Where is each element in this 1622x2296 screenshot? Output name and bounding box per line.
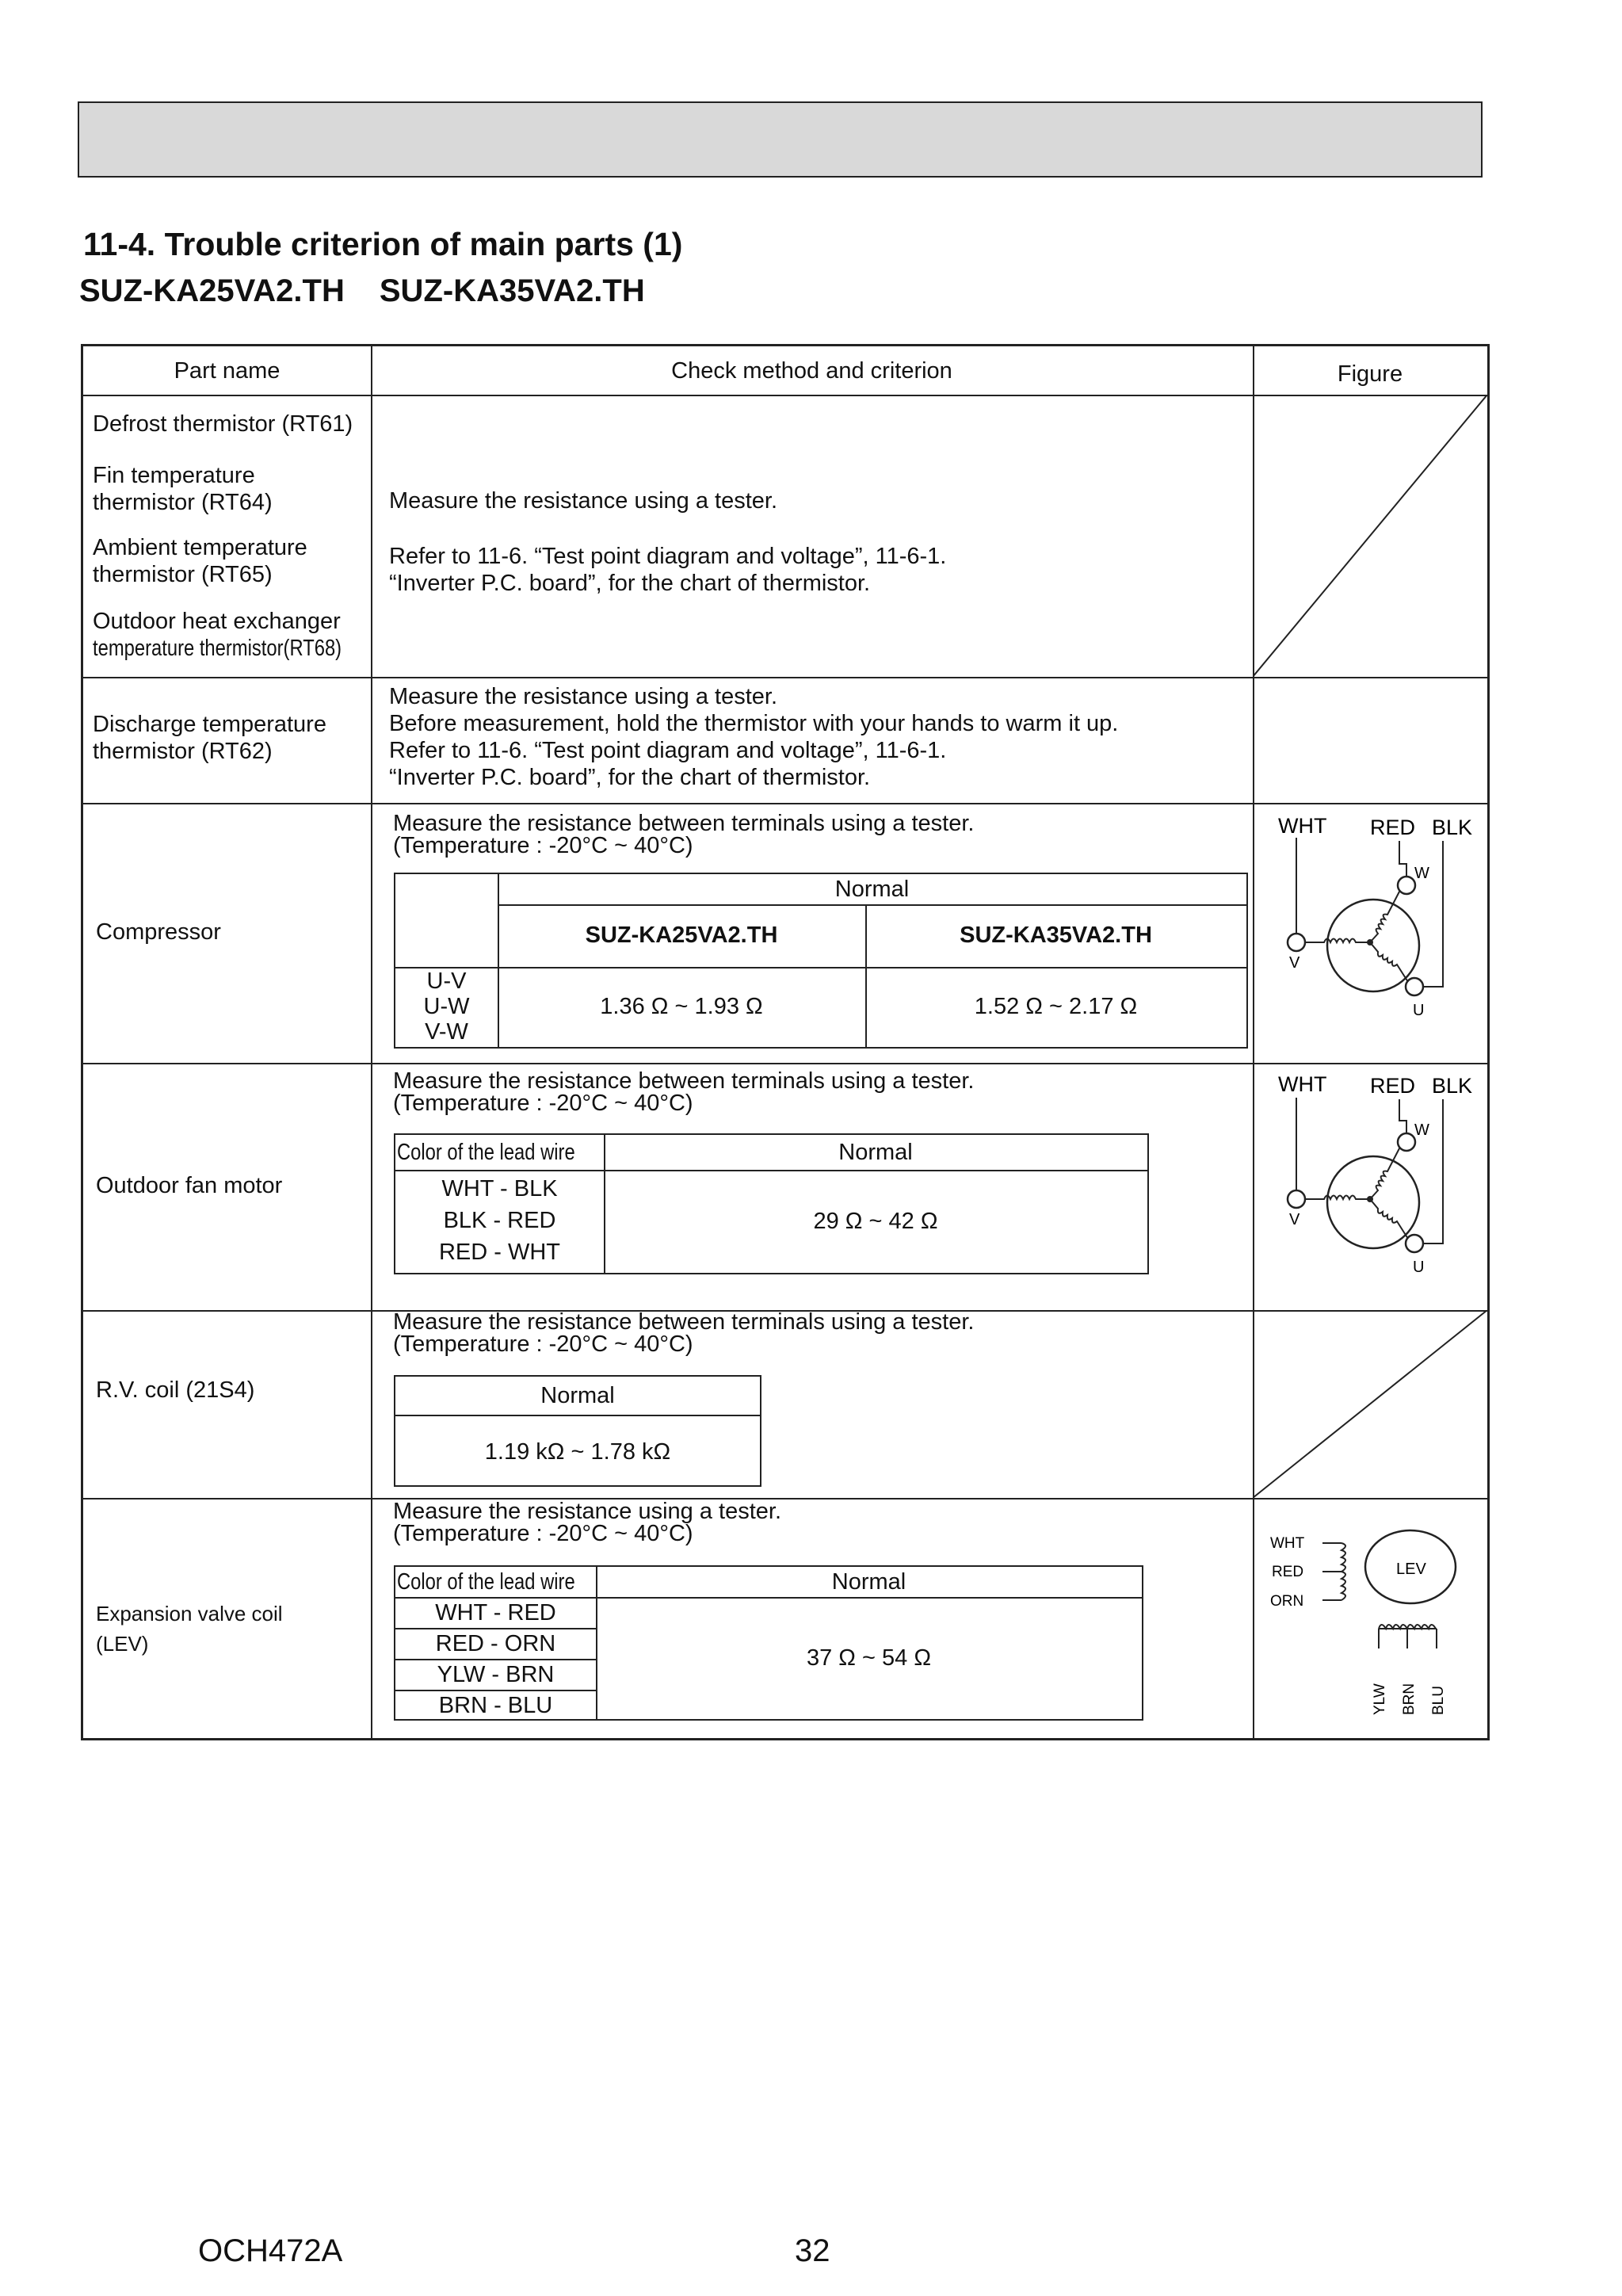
- part-ambient-thermistor-2: thermistor (RT65): [93, 562, 273, 587]
- part-defrost-thermistor: Defrost thermistor (RT61): [93, 411, 353, 437]
- thermistor-check-3: “Inverter P.C. board”, for the chart of thermistor.: [389, 571, 871, 596]
- model-heading-1: SUZ-KA25VA2.TH: [79, 273, 345, 308]
- compressor-check-1: Measure the resistance between terminals using a tester.: [393, 811, 975, 836]
- part-discharge-thermistor-2: thermistor (RT62): [93, 739, 273, 764]
- fig-label-brn: BRN: [1401, 1683, 1418, 1715]
- fig-terminal-v: V: [1289, 954, 1300, 972]
- fig-label-wht: WHT: [1270, 1535, 1305, 1552]
- rv-coil-resistance-table: [394, 1375, 761, 1487]
- compressor-model-col-2: SUZ-KA35VA2.TH: [960, 923, 1152, 948]
- col-divider-1: [371, 346, 372, 1738]
- part-outdoor-fan-motor: Outdoor fan motor: [96, 1173, 283, 1198]
- rv-check-2: (Temperature : -20°C ~ 40°C): [393, 1331, 693, 1357]
- fig-terminal-w: W: [1414, 865, 1429, 882]
- part-fin-thermistor-2: thermistor (RT64): [93, 490, 273, 515]
- lev-check-2: (Temperature : -20°C ~ 40°C): [393, 1521, 693, 1546]
- row-divider: [83, 677, 1487, 678]
- fan-col-normal: Normal: [838, 1140, 913, 1165]
- compressor-winding-figure: [1253, 803, 1487, 1063]
- header-band: [78, 101, 1483, 178]
- thermistor-check-2: Refer to 11-6. “Test point diagram and voltage”, 11-6-1.: [389, 544, 947, 569]
- part-outdoor-hx-thermistor-1: Outdoor heat exchanger: [93, 609, 341, 634]
- rv-col-normal: Normal: [540, 1383, 615, 1408]
- discharge-check-3: Refer to 11-6. “Test point diagram and voltage”, 11-6-1.: [389, 738, 947, 763]
- cell-divider: [395, 1659, 596, 1660]
- model-heading-2: SUZ-KA35VA2.TH: [379, 273, 645, 308]
- fan-motor-winding-figure: [1253, 1063, 1487, 1310]
- fig-label-blk: BLK: [1432, 816, 1473, 839]
- fan-check-2: (Temperature : -20°C ~ 40°C): [393, 1091, 693, 1116]
- fig-label-ylw: YLW: [1372, 1683, 1388, 1715]
- cell-divider: [498, 904, 1246, 906]
- cell-divider: [395, 1597, 1142, 1599]
- fig-label-lev: LEV: [1396, 1561, 1426, 1578]
- terminal-vw: V-W: [425, 1019, 468, 1045]
- rv-value: 1.19 kΩ ~ 1.78 kΩ: [484, 1439, 671, 1465]
- terminal-uv: U-V: [426, 968, 467, 994]
- fig-label-red: RED: [1370, 1074, 1416, 1098]
- compressor-model-col-1: SUZ-KA25VA2.TH: [585, 923, 778, 948]
- part-outdoor-hx-thermistor-2: temperature thermistor(RT68): [93, 636, 342, 661]
- fan-motor-resistance-table: [394, 1133, 1149, 1274]
- compressor-resistance-table: [394, 873, 1248, 1049]
- cell-divider: [395, 1415, 760, 1416]
- cell-divider: [395, 1690, 596, 1691]
- thermistor-check-1: Measure the resistance using a tester.: [389, 488, 778, 514]
- fig-terminal-u: U: [1413, 1002, 1425, 1019]
- fan-lead-blk-red: BLK - RED: [443, 1208, 556, 1233]
- fig-label-blk: BLK: [1432, 1074, 1473, 1098]
- fig-terminal-u: U: [1413, 1259, 1425, 1276]
- compressor-normal-header: Normal: [834, 877, 910, 902]
- header-check-method: Check method and criterion: [671, 358, 952, 384]
- fan-value: 29 Ω ~ 42 Ω: [813, 1209, 938, 1234]
- lev-resistance-table: [394, 1565, 1143, 1721]
- fig-label-blu: BLU: [1430, 1686, 1447, 1715]
- doc-code: OCH472A: [198, 2233, 343, 2268]
- lev-lead-red-orn: RED - ORN: [435, 1631, 556, 1656]
- compressor-check-2: (Temperature : -20°C ~ 40°C): [393, 833, 693, 858]
- part-ambient-thermistor-1: Ambient temperature: [93, 535, 307, 560]
- fig-label-red: RED: [1370, 816, 1416, 839]
- compressor-value-ka35: 1.52 Ω ~ 2.17 Ω: [974, 994, 1138, 1019]
- part-rv-coil: R.V. coil (21S4): [96, 1377, 255, 1403]
- lev-coil-figure: [1253, 1498, 1487, 1738]
- header-part-name: Part name: [174, 358, 281, 384]
- discharge-check-4: “Inverter P.C. board”, for the chart of thermistor.: [389, 765, 871, 790]
- fan-lead-red-wht: RED - WHT: [438, 1240, 561, 1265]
- trouble-criterion-table: [81, 344, 1490, 1740]
- cell-divider: [395, 1628, 596, 1629]
- cell-divider: [395, 967, 1246, 968]
- fig-label-orn: ORN: [1270, 1593, 1304, 1610]
- section-title: 11-4. Trouble criterion of main parts (1): [83, 226, 683, 262]
- lev-col-lead-wire: Color of the lead wire: [397, 1569, 575, 1595]
- fig-label-wht: WHT: [1278, 1072, 1327, 1096]
- lev-check-1: Measure the resistance using a tester.: [393, 1499, 782, 1524]
- figure-empty-diagonal: [1253, 1310, 1487, 1498]
- lev-lead-ylw-brn: YLW - BRN: [437, 1662, 555, 1687]
- fig-label-red: RED: [1272, 1564, 1304, 1580]
- lev-col-normal: Normal: [831, 1569, 906, 1595]
- figure-empty-diagonal: [1253, 395, 1487, 677]
- lev-lead-brn-blu: BRN - BLU: [438, 1693, 553, 1718]
- fan-lead-wht-blk: WHT - BLK: [441, 1176, 558, 1201]
- part-compressor: Compressor: [96, 919, 221, 945]
- fan-col-lead-wire: Color of the lead wire: [397, 1140, 575, 1165]
- fig-terminal-v: V: [1289, 1211, 1300, 1228]
- coil-winding-1: [1341, 1543, 1345, 1600]
- lev-value: 37 Ω ~ 54 Ω: [806, 1645, 932, 1671]
- page-number: 32: [795, 2233, 830, 2268]
- part-fin-thermistor-1: Fin temperature: [93, 463, 255, 488]
- discharge-check-1: Measure the resistance using a tester.: [389, 684, 778, 709]
- part-lev-2: (LEV): [96, 1632, 149, 1656]
- fig-label-wht: WHT: [1278, 814, 1327, 838]
- terminal-uw: U-W: [423, 994, 470, 1019]
- header-figure: Figure: [1337, 361, 1403, 387]
- fig-terminal-w: W: [1414, 1121, 1429, 1139]
- fan-check-1: Measure the resistance between terminals using a tester.: [393, 1068, 975, 1094]
- cell-divider: [395, 1170, 1147, 1171]
- discharge-check-2: Before measurement, hold the thermistor with your hands to warm it up.: [389, 711, 1119, 736]
- lev-lead-wht-red: WHT - RED: [435, 1600, 556, 1626]
- rv-check-1: Measure the resistance between terminals using a tester.: [393, 1309, 975, 1335]
- compressor-value-ka25: 1.36 Ω ~ 1.93 Ω: [600, 994, 763, 1019]
- model-heading: [79, 273, 645, 309]
- part-discharge-thermistor-1: Discharge temperature: [93, 712, 326, 737]
- part-lev-1: Expansion valve coil: [96, 1602, 283, 1626]
